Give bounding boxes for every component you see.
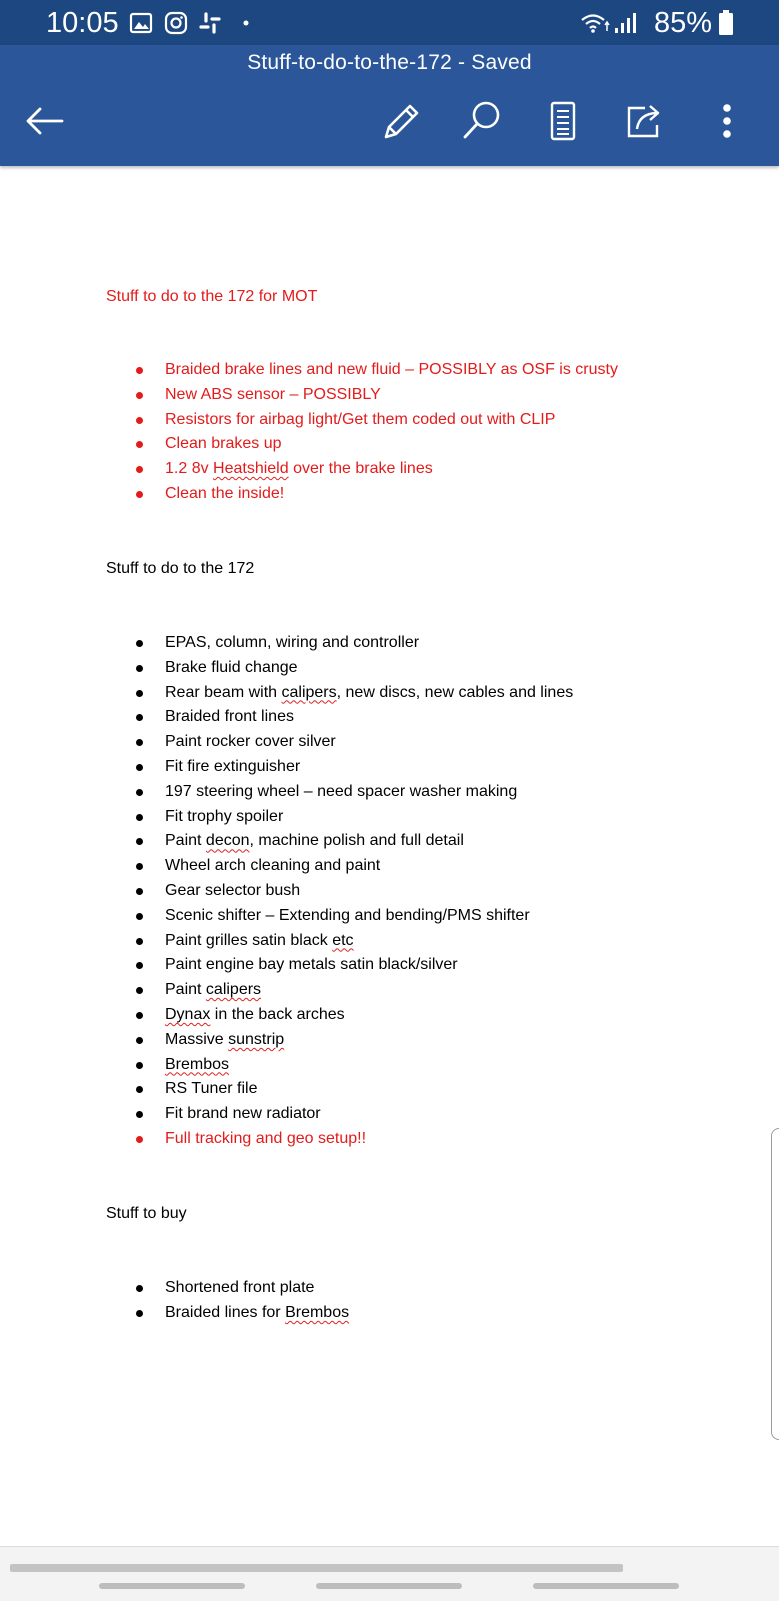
section-heading-todo: Stuff to do to the 172 — [106, 560, 255, 577]
section-heading-mot: Stuff to do to the 172 for MOT — [106, 288, 318, 305]
bullet-icon — [136, 938, 143, 945]
reading-view-button[interactable] — [537, 95, 589, 147]
search-icon — [456, 95, 508, 147]
bullet-icon — [136, 913, 143, 920]
bullet-icon — [136, 814, 143, 821]
misspelled-word: decon — [205, 832, 250, 850]
list-item-text — [165, 1055, 229, 1075]
list-item-text — [165, 1278, 314, 1298]
bullet-icon — [136, 441, 143, 448]
bullet-icon — [136, 739, 143, 746]
bullet-icon — [136, 789, 143, 796]
text-run: Paint — [165, 981, 206, 999]
share-button[interactable] — [618, 95, 670, 147]
gallery-icon — [129, 11, 153, 35]
list-item-text — [165, 1104, 321, 1124]
bullet-icon — [136, 367, 143, 374]
misspelled-word: Brembos — [285, 1303, 350, 1321]
horizontal-scrollbar[interactable] — [10, 1564, 623, 1572]
misspelled-word: sunstrip — [228, 1030, 285, 1048]
bullet-icon — [136, 417, 143, 424]
text-run: , new discs, new cables and lines — [336, 683, 574, 701]
text-run: Braided front lines — [165, 708, 294, 726]
text-run: Shortened front plate — [165, 1279, 315, 1296]
horizontal-scroll-track — [0, 1546, 779, 1601]
text-run: RS Tuner file — [165, 1080, 258, 1098]
nav-bar-right[interactable] — [533, 1583, 679, 1589]
list-item-text — [165, 980, 261, 1000]
list-item-text — [165, 831, 464, 851]
text-run: Clean the inside! — [165, 484, 285, 502]
list-item-text — [165, 434, 282, 454]
status-bar — [0, 0, 779, 45]
text-run: Fit trophy spoiler — [165, 807, 284, 825]
bullet-icon — [136, 1285, 143, 1292]
list-item-text — [165, 931, 354, 951]
bullet-icon — [136, 665, 143, 672]
bullet-icon — [136, 987, 143, 994]
section-heading-buy: Stuff to buy — [106, 1205, 187, 1222]
misspelled-word: Heatshield — [213, 460, 289, 478]
text-run: Scenic shifter – Extending and bending/PMS shifter — [165, 906, 530, 924]
list-item-text — [165, 410, 555, 430]
nav-bar-left[interactable] — [99, 1583, 245, 1589]
list-item-text — [165, 707, 294, 727]
slack-icon — [198, 11, 222, 35]
bullet-icon — [136, 1111, 143, 1118]
status-time: 10:05 — [46, 7, 119, 39]
text-run: Braided lines for — [165, 1303, 286, 1321]
text-run: in the back arches — [210, 1005, 345, 1023]
misspelled-word: Dynax — [165, 1005, 211, 1023]
list-item-text — [165, 782, 517, 802]
list-item-text — [165, 683, 573, 703]
document-body[interactable] — [0, 166, 779, 1546]
dot-icon — [238, 11, 262, 35]
text-run: Paint engine bay metals satin black/silver — [165, 956, 458, 974]
list-item-text — [165, 955, 458, 975]
misspelled-word: etc — [332, 931, 354, 949]
bullet-icon — [136, 863, 143, 870]
list-item-text — [165, 385, 381, 405]
more-icon — [701, 95, 753, 147]
text-run: New ABS sensor – POSSIBLY — [165, 385, 381, 403]
back-button[interactable] — [18, 95, 70, 147]
misspelled-word: calipers — [281, 683, 337, 701]
bullet-icon — [136, 1310, 143, 1317]
document-title: Stuff-to-do-to-the-172 - Saved — [247, 51, 532, 74]
text-run: Rear beam with — [165, 683, 282, 701]
text-run: Paint rocker cover silver — [165, 733, 336, 751]
text-run: over the brake lines — [288, 460, 433, 478]
text-run: Gear selector bush — [165, 881, 301, 899]
bullet-icon — [136, 888, 143, 895]
back-icon — [18, 95, 70, 147]
text-run: Fit brand new radiator — [165, 1105, 321, 1123]
list-item-text — [165, 732, 336, 752]
bullet-icon — [136, 1012, 143, 1019]
bullet-icon — [136, 1136, 143, 1143]
bullet-icon — [136, 640, 143, 647]
bullet-icon — [136, 1062, 143, 1069]
bullet-icon — [136, 491, 143, 498]
text-run: Clean brakes up — [165, 435, 282, 453]
wifi-icon — [580, 11, 610, 35]
more-options-button[interactable] — [701, 95, 753, 147]
app-bar — [0, 45, 779, 166]
bullet-icon — [136, 714, 143, 721]
text-run: Massive — [165, 1030, 229, 1048]
edit-button[interactable] — [375, 95, 427, 147]
nav-bar-center[interactable] — [316, 1583, 462, 1589]
list-item-text — [165, 1005, 345, 1025]
text-run: EPAS, column, wiring and controller — [165, 634, 420, 651]
text-run: Paint — [165, 832, 206, 850]
edit-icon — [375, 95, 427, 147]
bullet-icon — [136, 764, 143, 771]
list-item-text — [165, 1030, 284, 1050]
text-run: Resistors for airbag light/Get them coded out with CLIP — [165, 410, 556, 428]
list-item-text — [165, 459, 433, 479]
list-item-text — [165, 1303, 349, 1323]
list-item-text — [165, 807, 283, 827]
search-button[interactable] — [456, 95, 508, 147]
instagram-icon — [164, 11, 188, 35]
reading-view-icon — [537, 95, 589, 147]
bullet-icon — [136, 838, 143, 845]
text-run: Wheel arch cleaning and paint — [165, 857, 381, 875]
list-item-text — [165, 1129, 366, 1149]
text-run: Braided brake lines and new fluid – POSSIBLY as OSF is crusty — [165, 361, 618, 378]
list-item-text — [165, 881, 300, 901]
bullet-icon — [136, 690, 143, 697]
list-item-text — [165, 757, 300, 777]
list-item-text — [165, 658, 298, 678]
text-run: , machine polish and full detail — [249, 832, 464, 850]
fast-scroll-handle[interactable] — [771, 1128, 779, 1440]
list-item-text — [165, 856, 380, 876]
bullet-icon — [136, 1086, 143, 1093]
list-item-text — [165, 906, 530, 926]
text-run: Paint grilles satin black — [165, 931, 333, 949]
battery-icon — [718, 10, 734, 36]
misspelled-word: calipers — [205, 981, 262, 999]
list-item-text — [165, 484, 284, 504]
bullet-icon — [136, 1037, 143, 1044]
signal-icon — [614, 11, 642, 35]
share-icon — [618, 95, 670, 147]
misspelled-word: Brembos — [165, 1055, 230, 1073]
battery-percentage: 85% — [654, 7, 713, 39]
text-run: Fit fire extinguisher — [165, 757, 301, 775]
text-run: 1.2 8v — [165, 460, 214, 478]
text-run: Brake fluid change — [165, 658, 298, 676]
list-item-text — [165, 1079, 257, 1099]
text-run: 197 steering wheel – need spacer washer making — [165, 782, 518, 800]
text-run: Full tracking and geo setup!! — [165, 1129, 367, 1147]
list-item-text — [165, 360, 618, 380]
list-item-text — [165, 633, 419, 653]
bullet-icon — [136, 466, 143, 473]
bullet-icon — [136, 392, 143, 399]
bullet-icon — [136, 962, 143, 969]
